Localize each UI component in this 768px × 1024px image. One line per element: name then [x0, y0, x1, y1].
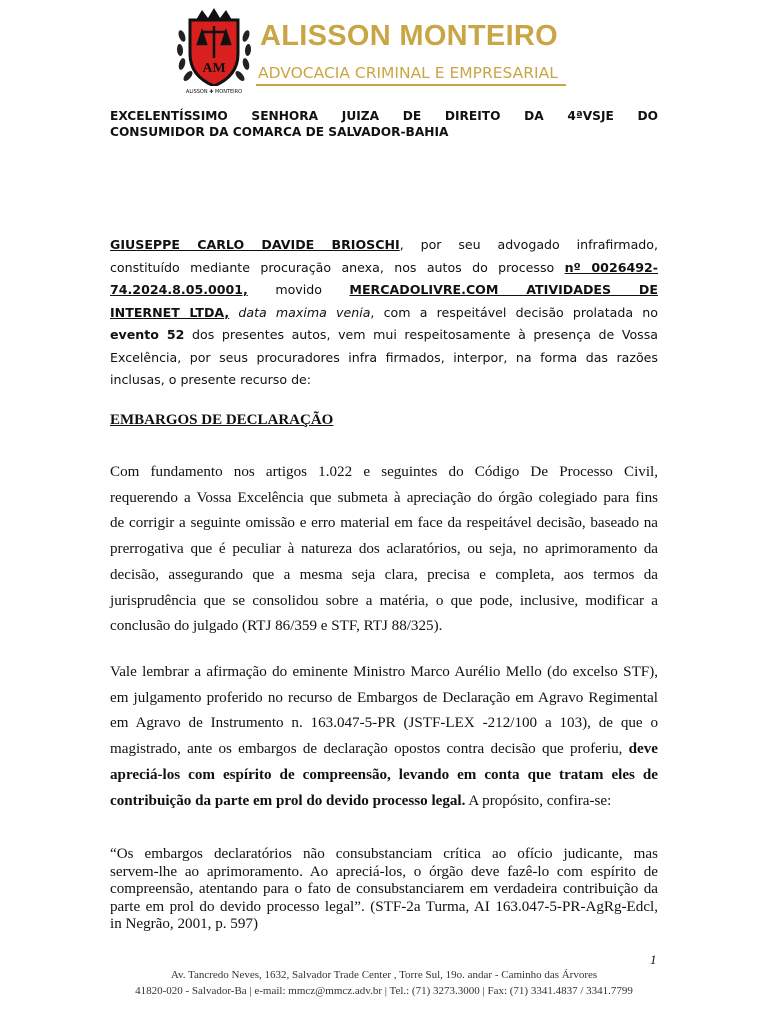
body-line: de corrigir a seguinte omissão e erro material em face da respeitável decisão, baseado na — [110, 515, 658, 532]
body-line: contribuição da parte em prol do devido processo legal. A propósito, confira-se: — [110, 792, 612, 809]
intro-line: evento 52 dos presentes autos, vem mui respeitosamente à presença de Vossa — [110, 327, 659, 342]
address-line: CONSUMIDOR DA COMARCA DE SALVADOR-BAHIA — [110, 125, 449, 139]
page-footer — [100, 967, 668, 999]
body-line: decisão, assegurando que a mesma seja clara, precisa e completa, aos termos da — [110, 566, 658, 583]
body-line: em julgamento proferido no recurso de Embargos de Declaração em Agravo Regimental — [110, 689, 658, 706]
body-line: Vale lembrar a afirmação do eminente Ministro Marco Aurélio Mello (do excelso STF), — [110, 664, 658, 680]
intro-paragraph — [110, 234, 658, 392]
event-reference: evento 52 — [110, 327, 185, 342]
footer-address: Av. Tancredo Neves, 1632, Salvador Trade Center , Torre Sul, 19o. andar - Caminho das Árvores — [170, 969, 598, 981]
intro-line: INTERNET LTDA, data maxima venia, com a respeitável decisão prolatada no — [110, 304, 658, 320]
logo-initials: AM — [202, 61, 226, 76]
intro-line: constituído mediante procuração anexa, nos autos do processo nº 0026492- — [110, 259, 658, 275]
intro-line: inclusas, o presente recurso de: — [110, 372, 312, 387]
intro-line: GIUSEPPE CARLO DAVIDE BRIOSCHI, por seu advogado infrafirmado, — [110, 237, 658, 252]
body-line: Com fundamento nos artigos 1.022 e seguintes do Código De Processo Civil, — [110, 464, 658, 480]
latin-phrase: data maxima venia — [238, 304, 371, 320]
body-line: jurisprudência que se consolidou sobre a matéria, o que pode, inclusive, modificar a — [110, 592, 658, 609]
crown-icon — [196, 8, 232, 20]
plaintiff-name: GIUSEPPE CARLO DAVIDE BRIOSCHI — [110, 237, 400, 252]
court-address — [110, 108, 658, 140]
defendant-name-cont: INTERNET LTDA, — [110, 304, 230, 320]
address-line: EXCELENTÍSSIMO SENHORA JUIZA DE DIREITO DA 4ªVSJE DO — [110, 109, 658, 123]
process-number-cont: 74.2024.8.05.0001, — [110, 282, 248, 297]
quote-line: servem-lhe ao aprimoramento. Ao apreciá-los, o órgão deve fazê-lo com espírito de — [110, 863, 658, 880]
body-line: em Agravo de Instrumento n. 163.047-5-PR (JSTF-LEX -212/100 a 103), de que o — [110, 715, 658, 732]
firm-tagline: ADVOCACIA CRIMINAL E EMPRESARIAL — [258, 64, 558, 82]
firm-logo — [174, 6, 254, 96]
letterhead-divider — [256, 84, 566, 86]
quote-line: parte em prol do devido processo legal”. (STF-2a Turma, AI 163.047-5-PR-AgRg-Edcl, — [110, 898, 658, 915]
intro-line: 74.2024.8.05.0001, movido MERCADOLIVRE.COM ATIVIDADES DE — [110, 282, 658, 297]
body-paragraph-2 — [110, 660, 658, 814]
process-number: nº 0026492- — [564, 259, 658, 275]
body-paragraph-1 — [110, 460, 658, 640]
body-line: requerendo a Vossa Excelência que submeta à apreciação do órgão colegiado para fins — [110, 489, 658, 506]
body-line: magistrado, ante os embargos de declaração opostos contra decisão que proferiu, deve — [110, 741, 658, 758]
section-title: EMBARGOS DE DECLARAÇÃO — [110, 412, 334, 428]
body-line: prerrogativa que é peculiar à natureza dos aclaratórios, ou seja, no aprimoramento da — [110, 541, 658, 558]
footer-contacts: 41820-020 - Salvador-Ba | e-mail: mmcz@mmcz.adv.br | Tel.: (71) 3273.3000 | Fax: (71) 3341.4837 / 3341.7799 — [135, 985, 633, 997]
quote-line: compreensão, atentando para o fato de consubstanciarem em verdadeira contribuição da — [110, 881, 658, 897]
quote-line: in Negrão, 2001, p. 597) — [110, 916, 258, 932]
quote-line: “Os embargos declaratórios não consubstanciam crítica ao ofício judicante, mas — [110, 846, 658, 862]
body-line: conclusão do julgado (RTJ 86/359 e STF, RTJ 88/325). — [110, 618, 443, 635]
defendant-name: MERCADOLIVRE.COM ATIVIDADES DE — [349, 282, 658, 297]
jurisprudence-quote — [110, 846, 658, 934]
page-number: 1 — [650, 952, 657, 967]
body-line: apreciá-los com espírito de compreensão, levando em conta que tratam eles de — [110, 766, 658, 783]
intro-line: Excelência, por seus procuradores infra firmados, interpor, na forma das razões — [110, 349, 658, 365]
logo-caption: ALISSON ✚ MONTEIRO — [185, 89, 243, 95]
firm-name: ALISSON MONTEIRO — [260, 20, 559, 52]
